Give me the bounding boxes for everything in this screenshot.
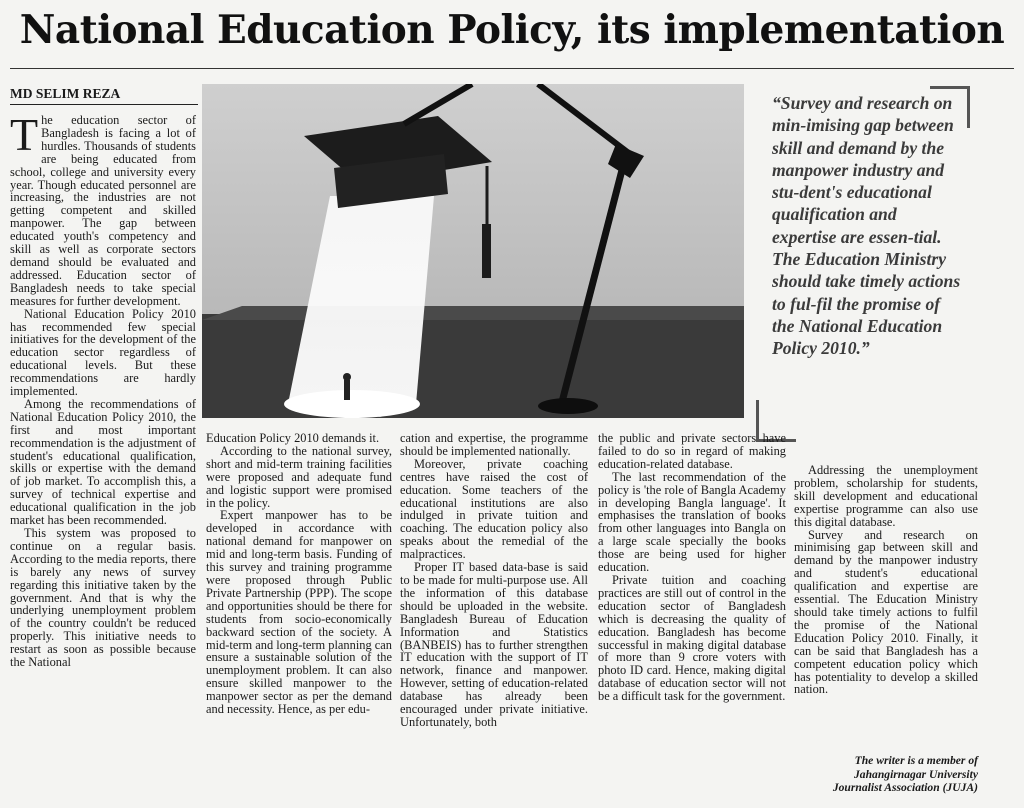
paragraph: Proper IT based data-base is said to be made for multi-purpose use. All the information of this database should be uploaded in the website. Bangladesh Bureau of Education Information and Statistics (BANBEIS) has to further strengthen IT education with the support of IT network, finance and manpower. However, setting of education-related database has already been encouraged under private initiative. Unfortunately, both bbox=[400, 560, 588, 729]
paragraph: Expert manpower has to be developed in accordance with national demand for manpower on mid and long-term basis. Funding of this survey and training programme were proposed through Public Private Partnership (PPP). The scope and opportunities should be there for students from socio-economically backward section of the society. A mid-term and long-term planning can ensure a sustainable solution of the unemployment problem. It can also ensure skilled manpower to the manpower sector as per the demand and necessity. Hence, as per edu- bbox=[206, 508, 392, 717]
paragraph: The last recommendation of the policy is 'the role of Bangla Academy in developing Bangla language'. It emphasises the translation of books from other languages into Bangla on a large scale specially the books those are being used for higher education. bbox=[598, 469, 786, 575]
paragraph: the public and private sectors have failed to do so in regard of making education-related database. bbox=[598, 431, 786, 471]
top-rule bbox=[10, 68, 1014, 69]
student-head bbox=[343, 373, 351, 381]
student-figure bbox=[344, 380, 350, 400]
tassel bbox=[482, 224, 491, 278]
lamp-base bbox=[538, 398, 598, 414]
headline: National Education Policy, its implementation bbox=[19, 7, 1005, 53]
byline: MD SELIM REZA bbox=[10, 86, 121, 101]
article-column-4 bbox=[598, 432, 786, 703]
paragraph: The education sector of Bangladesh is facing a lot of hurdles. Thousands of students are being educated from school, college and university every year. Though educated personnel are increasing, the industries are not getting competent and skilled manpower. The gap between educated youth's competency and skill as well as corporate sectors demand should be evaluated and addressed. Education sector of Bangladesh needs to take special measures for further development. bbox=[10, 109, 196, 308]
paragraph: Among the recommendations of National Education Policy 2010, the first and most important recommendation is the adjustment of student's educational qualification, skills or expertise with the demand of job market. To accomplish this, a survey of technical expertise and educational qualification in the job market has been recommended. bbox=[10, 396, 196, 528]
writer-note: The writer is a member of Jahangirnagar University Journalist Association (JUJA) bbox=[832, 754, 978, 794]
table-surface bbox=[202, 314, 744, 418]
pull-quote: “Survey and research on min-imising gap between skill and demand by the manpower industry and stu-dent's educational qualification and expertise are essen-tial. The Education Ministry should take timely actions to ful-fil the promise of the National Education Policy 2010.” bbox=[772, 93, 961, 359]
article-illustration bbox=[202, 84, 744, 418]
quote-bracket-right bbox=[967, 86, 970, 128]
paragraph: Private tuition and coaching practices are still out of control in the education sector of Bangladesh which is decreasing the quality of education. Bangladesh has become successful in making digital database of more than 9 crore voters with photo ID card. Hence, making digital database of education sector will not be a difficult task for the government. bbox=[598, 572, 786, 704]
paragraph: Addressing the unemployment problem, scholarship for students, skill development and educational expertise programme can also use this digital database. bbox=[794, 463, 978, 529]
article-column-2 bbox=[206, 432, 392, 716]
paragraph: cation and expertise, the programme should be implemented nationally. bbox=[400, 431, 588, 458]
spotlight-pool bbox=[284, 390, 420, 418]
paragraph: According to the national survey, short and mid-term training facilities were proposed and adequate fund and logistic support were promised in the policy. bbox=[206, 443, 392, 510]
quote-bracket-top bbox=[930, 86, 970, 89]
drop-cap: T bbox=[10, 109, 39, 160]
paragraph: National Education Policy 2010 has recommended few special initiatives for the development of the education sector regardless of educational levels. But these recommendations are hardly implemented. bbox=[10, 306, 196, 399]
paragraph: This system was proposed to continue on a regular basis. According to the media reports, there is barely any news of survey regarding this initiative taken by the government. And that is why the underlying unemployment problem of the country couldn't be reduced properly. This initiative needs to restart as soon as possible because the National bbox=[10, 526, 196, 670]
byline-rule bbox=[10, 104, 198, 105]
wall bbox=[202, 84, 744, 314]
paragraph: Survey and research on minimising gap between skill and demand by the manpower industry and student's educational qualification and expertise are essential. The Education Ministry should take timely actions to fulfil the promise of the National Education Policy 2010. Finally, it can be said that Bangladesh has a competent education policy which has potentiality to develop a skilled nation. bbox=[794, 527, 978, 697]
article-column-5 bbox=[794, 464, 978, 696]
paragraph: Education Policy 2010 demands it. bbox=[206, 431, 380, 445]
paragraph: Moreover, private coaching centres have raised the cost of education. Some teachers of the educational institutions are also indulged in private tuition and coaching. The education policy also speaks about the remedial of the malpractices. bbox=[400, 456, 588, 562]
table-top bbox=[202, 306, 744, 320]
article-column-3 bbox=[400, 432, 588, 729]
article-column-1 bbox=[10, 109, 196, 670]
